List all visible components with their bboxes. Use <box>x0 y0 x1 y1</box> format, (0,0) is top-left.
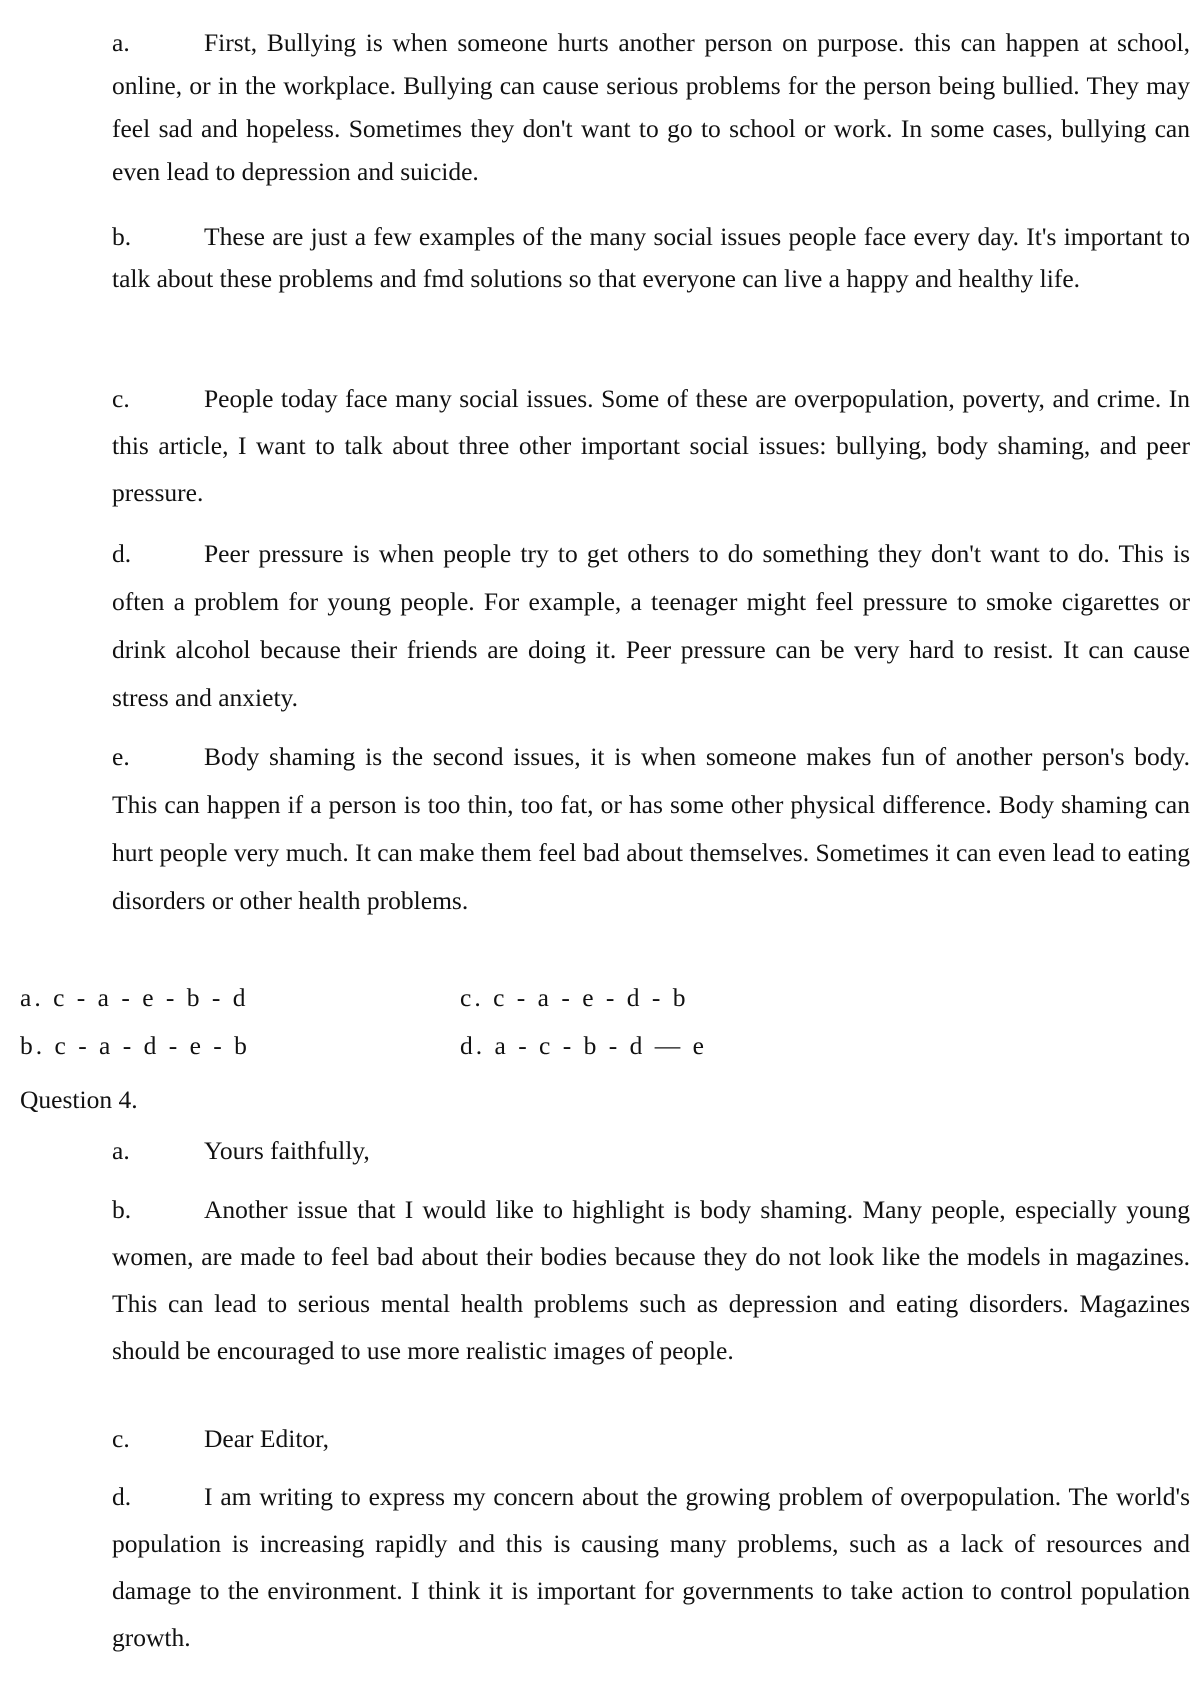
paragraph-text: First, Bullying is when someone hurts another person on purpose. this can happen at school, online, or in the workplace. Bullying can cause serious problems for the person being bullied. They may feel sad and hopeless. Sometimes they don't want to go to school or work. In some cases, bullying can even lead to depression and suicide. <box>112 28 1190 186</box>
paragraph-marker: c. <box>112 384 130 413</box>
answer-option-c[interactable]: c. c - a - e - d - b <box>460 983 689 1012</box>
paragraph-marker: a. <box>112 28 130 57</box>
q3-paragraph-b <box>112 216 1190 300</box>
q4-paragraph-c <box>112 1417 1190 1461</box>
paragraph-text: These are just a few examples of the many social issues people face every day. It's important to talk about these problems and fmd solutions so that everyone can live a happy and healthy life. <box>112 222 1190 293</box>
paragraph-text: People today face many social issues. Some of these are overpopulation, poverty, and crime. In this article, I want to talk about three other important social issues: bullying, body shaming, and peer pressure. <box>112 384 1190 507</box>
q3-paragraph-c <box>112 375 1190 516</box>
q3-paragraph-d <box>112 530 1190 722</box>
paragraph-text: Another issue that I would like to highlight is body shaming. Many people, especially young women, are made to feel bad about their bodies because they do not look like the models in magazines. This can lead to serious mental health problems such as depression and eating disorders. Magazines should be encouraged to use more realistic images of people. <box>112 1195 1190 1365</box>
paragraph-marker: d. <box>112 1482 132 1511</box>
paragraph-marker: b. <box>112 222 132 251</box>
answer-option-d[interactable]: d. a - c - b - d — e <box>460 1031 707 1060</box>
paragraph-text: Yours faithfully, <box>204 1136 370 1165</box>
q3-paragraph-a <box>112 21 1190 193</box>
paragraph-marker: c. <box>112 1424 130 1453</box>
q3-paragraph-e <box>112 733 1190 925</box>
paragraph-text: Dear Editor, <box>204 1424 330 1453</box>
paragraph-marker: e. <box>112 742 130 771</box>
paragraph-marker: a. <box>112 1136 130 1165</box>
answer-option-a[interactable]: a. c - a - e - b - d <box>20 983 249 1012</box>
paragraph-text: Peer pressure is when people try to get others to do something they don't want to do. This is often a problem for young people. For example, a teenager might feel pressure to smoke cigarettes or drink alcohol because their friends are doing it. Peer pressure can be very hard to resist. It can cause stress and anxiety. <box>112 539 1190 712</box>
q4-paragraph-d <box>112 1473 1190 1661</box>
paragraph-text: Body shaming is the second issues, it is when someone makes fun of another person's body. This can happen if a person is too thin, too fat, or has some other physical difference. Body shaming can hurt people very much. It can make them feel bad about themselves. Sometimes it can even lead to eating disorders or other health problems. <box>112 742 1190 915</box>
paragraph-text: I am writing to express my concern about the growing problem of overpopulation. The world's population is increasing rapidly and this is causing many problems, such as a lack of resources and damage to the environment. I think it is important for governments to take action to control population growth. <box>112 1482 1190 1652</box>
question-title: Question 4. <box>20 1085 138 1114</box>
paragraph-marker: b. <box>112 1195 132 1224</box>
q4-paragraph-b <box>112 1186 1190 1374</box>
paragraph-marker: d. <box>112 539 132 568</box>
answer-option-b[interactable]: b. c - a - d - e - b <box>20 1031 250 1060</box>
q4-paragraph-a <box>112 1129 1190 1173</box>
